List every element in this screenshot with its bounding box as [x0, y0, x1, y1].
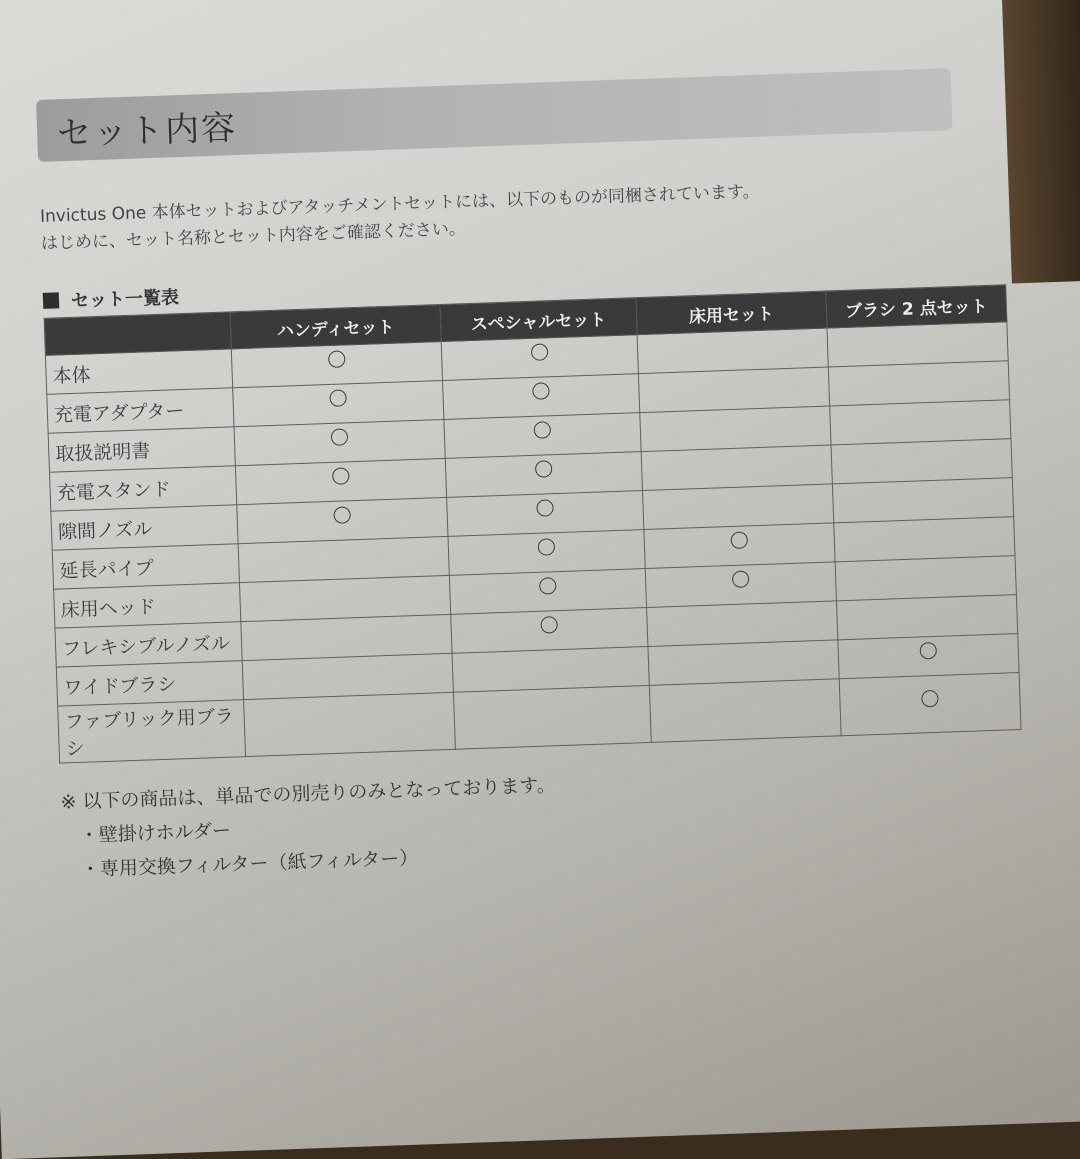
row-label: 充電スタンド [49, 466, 236, 511]
table-cell [444, 413, 641, 459]
set-table [44, 284, 1022, 763]
included-circle-icon [540, 616, 558, 634]
table-cell [839, 673, 1021, 736]
row-label: ファブリック用ブラシ [58, 700, 246, 763]
table-cell [445, 452, 642, 498]
table-cell [648, 640, 839, 686]
included-circle-icon [732, 570, 750, 588]
included-circle-icon [531, 343, 549, 361]
intro-text [40, 170, 1001, 257]
table-heading-label: セット一覧表 [70, 287, 180, 312]
table-cell [835, 556, 1016, 601]
note-item: ・専用交換フィルター（紙フィルター） [80, 847, 419, 881]
table-cell [443, 374, 640, 420]
row-label: ワイドブラシ [56, 661, 243, 706]
column-header: ブラシ 2 点セット [826, 285, 1007, 328]
included-circle-icon [328, 350, 346, 368]
document-content [36, 66, 1023, 887]
intro-line-1: Invictus One 本体セットおよびアタッチメントセットには、以下のものが同梱されています。 [39, 181, 760, 227]
included-circle-icon [332, 467, 350, 485]
table-cell [834, 517, 1015, 562]
table-cell [836, 595, 1017, 640]
table-cell [638, 367, 829, 413]
table-cell [827, 322, 1008, 367]
table-cell [644, 523, 835, 569]
table-cell [441, 335, 638, 381]
page-title: セット内容 [56, 107, 238, 154]
included-circle-icon [539, 577, 557, 595]
table-cell [832, 478, 1013, 523]
included-circle-icon [534, 421, 552, 439]
row-label: 床用ヘッド [54, 583, 241, 628]
row-label: 隙間ノズル [51, 505, 238, 550]
table-cell [641, 445, 832, 491]
table-cell [830, 400, 1011, 445]
table-cell [828, 361, 1009, 406]
included-circle-icon [921, 690, 939, 708]
included-circle-icon [333, 506, 351, 524]
row-label: 充電アダプター [47, 388, 234, 433]
row-label: 本体 [45, 349, 232, 394]
row-label: 取扱説明書 [48, 427, 235, 472]
column-header: ハンディセット [230, 305, 441, 349]
table-cell [447, 491, 644, 537]
included-circle-icon [535, 460, 553, 478]
note-item: ・壁掛けホルダー [79, 819, 232, 847]
included-circle-icon [919, 642, 937, 660]
row-label: フレキシブルノズル [55, 622, 242, 667]
table-cell [449, 569, 646, 615]
included-circle-icon [731, 531, 749, 549]
included-circle-icon [329, 389, 347, 407]
row-label: 延長パイプ [52, 544, 239, 589]
intro-line-2: はじめに、セット名称とセット内容をご確認ください。 [40, 219, 467, 254]
included-circle-icon [538, 538, 556, 556]
table-cell [453, 685, 651, 749]
table-cell [649, 679, 841, 743]
note-text: ※ 以下の商品は、単品での別売りのみとなっております。 [60, 774, 557, 814]
table-body [45, 322, 1021, 763]
column-header: 床用セット [636, 291, 827, 335]
table-cell [452, 646, 649, 692]
column-header: スペシャルセット [440, 298, 637, 342]
table-cell [647, 601, 838, 647]
included-circle-icon [532, 382, 550, 400]
table-cell [637, 328, 828, 374]
table-cell [448, 530, 645, 576]
table-cell [831, 439, 1012, 484]
included-circle-icon [536, 499, 554, 517]
table-cell [645, 562, 836, 608]
table-cell [838, 634, 1019, 679]
table-cell [451, 608, 648, 654]
table-cell [640, 406, 831, 452]
background-edge [999, 0, 1080, 283]
table-cell [643, 484, 834, 530]
square-bullet-icon [43, 292, 60, 309]
included-circle-icon [331, 428, 349, 446]
table-cell [244, 692, 456, 756]
